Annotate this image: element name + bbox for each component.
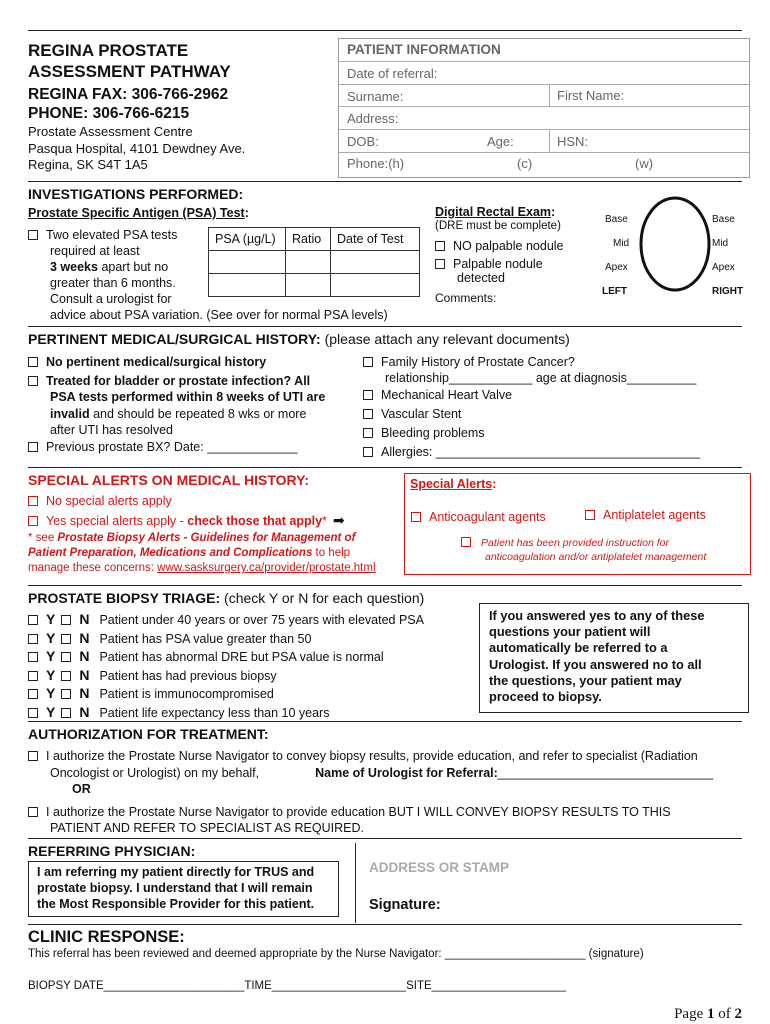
triage-row bbox=[28, 685, 424, 704]
rule-alerts bbox=[28, 467, 742, 468]
history-title-text: PERTINENT MEDICAL/SURGICAL HISTORY: bbox=[28, 331, 321, 347]
authorization-or: OR bbox=[72, 782, 91, 796]
antiplatelet-checkbox[interactable] bbox=[585, 510, 595, 520]
rule-investigations bbox=[28, 181, 742, 182]
authorize-education-label-2: PATIENT AND REFER TO SPECIALIST AS REQUIRED. bbox=[50, 821, 364, 835]
diagram-apex-right: Apex bbox=[712, 262, 735, 273]
address-line-2: Pasqua Hospital, 4101 Dewdney Ave. bbox=[28, 140, 246, 156]
bleeding-label: Bleeding problems bbox=[381, 426, 485, 440]
dob-field[interactable]: DOB: bbox=[347, 134, 379, 149]
phone-cell-field[interactable]: (c) bbox=[517, 156, 533, 171]
triage-n-checkbox[interactable] bbox=[61, 652, 71, 662]
triage-y-label: Y bbox=[46, 666, 56, 683]
rule-authorization bbox=[28, 721, 742, 722]
triage-box-line-3: automatically be referred to a bbox=[489, 640, 668, 656]
triage-box-line-1: If you answered yes to any of these bbox=[489, 608, 705, 623]
page-current: 1 bbox=[707, 1006, 715, 1022]
referring-statement-box bbox=[28, 861, 339, 917]
triage-n-checkbox[interactable] bbox=[61, 634, 71, 644]
triage-row bbox=[28, 648, 424, 667]
authorize-navigator-label-2: Oncologist or Urologist) on my behalf, bbox=[50, 765, 260, 780]
palpable-nodule-label-2: detected bbox=[457, 271, 505, 285]
heart-valve-checkbox[interactable] bbox=[363, 390, 373, 400]
diagram-base-left: Base bbox=[605, 214, 628, 225]
triage-n-checkbox[interactable] bbox=[61, 671, 71, 681]
yes-alerts-star: * bbox=[322, 514, 327, 528]
psa-title-text: Prostate Specific Antigen (PSA) Test bbox=[28, 206, 245, 220]
yes-alerts-bold: check those that apply bbox=[187, 514, 323, 528]
history-title-note: (please attach any relevant documents) bbox=[320, 331, 570, 347]
no-alerts-label: No special alerts apply bbox=[46, 494, 172, 508]
alerts-guidelines-2: Patient Preparation, Medications and Complications bbox=[28, 547, 313, 559]
clinic-review-line[interactable]: This referral has been reviewed and deemed appropriate by the Nurse Navigator: ______________________ (signature) bbox=[28, 948, 644, 960]
triage-y-checkbox[interactable] bbox=[28, 708, 38, 718]
urologist-name-field[interactable]: _______________________________ bbox=[497, 765, 714, 780]
dre-note: (DRE must be complete) bbox=[435, 220, 561, 232]
alerts-note-star: * see bbox=[28, 532, 58, 544]
psa-col-ratio: Ratio bbox=[286, 228, 331, 251]
diagram-mid-left: Mid bbox=[613, 238, 630, 249]
triage-box-line-5: the questions, your patient may bbox=[489, 672, 682, 688]
instruction-label-2: anticoagulation and/or antiplatelet management bbox=[485, 551, 707, 563]
triage-question: Patient life expectancy less than 10 years bbox=[99, 705, 330, 720]
palpable-nodule-checkbox[interactable] bbox=[435, 259, 445, 269]
history-right bbox=[363, 354, 700, 462]
triage-questions bbox=[28, 611, 424, 722]
psa-text-1: Two elevated PSA tests bbox=[46, 228, 178, 242]
special-alerts-box bbox=[404, 473, 751, 575]
rule-referring bbox=[28, 838, 742, 839]
triage-question: Patient has had previous biopsy bbox=[99, 668, 277, 683]
address-field[interactable]: Address: bbox=[347, 111, 399, 126]
triage-info-box bbox=[479, 603, 749, 713]
previous-bx-checkbox[interactable] bbox=[28, 442, 38, 452]
triage-question: Patient is immunocompromised bbox=[99, 687, 274, 701]
address-stamp-area[interactable]: ADDRESS OR STAMP bbox=[369, 860, 510, 875]
triage-y-checkbox[interactable] bbox=[28, 615, 38, 625]
special-alerts-box-title: Special Alerts bbox=[410, 477, 493, 491]
triage-n-label: N bbox=[79, 611, 90, 627]
rule-history bbox=[28, 326, 742, 327]
triage-question: Patient has abnormal DRE but PSA value is normal bbox=[99, 650, 384, 664]
dre-section bbox=[435, 205, 564, 305]
psa-col-date: Date of Test bbox=[331, 228, 420, 251]
triage-n-label: N bbox=[79, 648, 90, 664]
instruction-checkbox[interactable] bbox=[461, 537, 471, 547]
special-alerts-box-colon: : bbox=[492, 477, 497, 491]
dre-title-colon: : bbox=[551, 205, 556, 219]
bleeding-checkbox[interactable] bbox=[363, 428, 373, 438]
yes-alerts-checkbox[interactable] bbox=[28, 516, 38, 526]
heart-valve-label: Mechanical Heart Valve bbox=[381, 388, 513, 402]
alerts-note bbox=[28, 531, 376, 576]
first-name-field[interactable]: First Name: bbox=[557, 88, 625, 103]
rule-triage bbox=[28, 585, 742, 586]
triage-box-line-6: proceed to biopsy. bbox=[489, 689, 602, 705]
referring-line-2: prostate biopsy. I understand that I will remain bbox=[37, 881, 313, 896]
authorize-navigator-checkbox[interactable] bbox=[28, 751, 38, 761]
psa-text-6: advice about PSA variation. (See over for normal PSA levels) bbox=[50, 308, 388, 322]
anticoagulant-checkbox[interactable] bbox=[411, 512, 421, 522]
fax-number: REGINA FAX: 306-766-2962 bbox=[28, 86, 229, 103]
triage-y-label: Y bbox=[46, 685, 56, 701]
history-left bbox=[28, 354, 325, 455]
triage-n-label: N bbox=[79, 703, 90, 720]
yes-alerts-label: Yes special alerts apply - bbox=[46, 514, 188, 528]
date-of-referral-field[interactable]: Date of referral: bbox=[347, 66, 438, 81]
triage-row bbox=[28, 611, 424, 630]
signature-field[interactable]: Signature: bbox=[369, 897, 441, 913]
dre-title: Digital Rectal Exam bbox=[435, 205, 552, 219]
triage-title bbox=[28, 590, 424, 606]
no-nodule-label: NO palpable nodule bbox=[453, 239, 564, 253]
alerts-note-3: manage these concerns: bbox=[28, 562, 158, 574]
biopsy-date-line[interactable]: BIOPSY DATE______________________TIME_____________________SITE_____________________ bbox=[28, 980, 566, 992]
triage-row bbox=[28, 630, 424, 649]
authorize-education-checkbox[interactable] bbox=[28, 807, 38, 817]
prostate-diagram bbox=[600, 196, 750, 302]
triage-y-label: Y bbox=[46, 648, 56, 664]
triage-y-checkbox[interactable] bbox=[28, 634, 38, 644]
age-field[interactable]: Age: bbox=[487, 134, 514, 149]
triage-y-label: Y bbox=[46, 611, 56, 627]
top-rule bbox=[28, 30, 742, 31]
psa-table bbox=[208, 227, 420, 297]
patient-info-box bbox=[338, 38, 750, 178]
triage-box-line-4: Urologist. If you answered no to all bbox=[489, 656, 702, 672]
referring-line-1: I am referring my patient directly for TRUS and bbox=[37, 865, 315, 879]
psa-title-colon: : bbox=[244, 206, 249, 220]
page-prefix: Page bbox=[674, 1006, 707, 1022]
referring-line-3: the Most Responsible Provider for this patient. bbox=[37, 897, 315, 912]
triage-title-text: PROSTATE BIOPSY TRIAGE: bbox=[28, 590, 221, 606]
alerts-title: SPECIAL ALERTS ON MEDICAL HISTORY: bbox=[28, 472, 310, 488]
triage-n-checkbox[interactable] bbox=[61, 689, 71, 699]
header-address bbox=[28, 124, 245, 174]
address-line-1: Prostate Assessment Centre bbox=[28, 124, 193, 139]
alerts-note-2: to help bbox=[312, 547, 351, 559]
referring-divider bbox=[355, 843, 356, 923]
diagram-right-label: RIGHT bbox=[712, 286, 744, 297]
no-nodule-checkbox[interactable] bbox=[435, 241, 445, 251]
triage-y-checkbox[interactable] bbox=[28, 689, 38, 699]
allergies-checkbox[interactable] bbox=[363, 447, 373, 457]
triage-question: Patient under 40 years or over 75 years with elevated PSA bbox=[99, 613, 424, 627]
psa-title bbox=[28, 206, 249, 220]
triage-y-label: Y bbox=[46, 703, 56, 720]
psa-text-5: Consult a urologist for bbox=[50, 292, 172, 306]
psa-table-row[interactable] bbox=[209, 274, 420, 297]
psa-weeks: 3 weeks bbox=[50, 260, 98, 274]
page-number bbox=[674, 1006, 742, 1023]
infection-checkbox[interactable] bbox=[28, 376, 38, 386]
referring-title: REFERRING PHYSICIAN: bbox=[28, 843, 196, 859]
diagram-apex-left: Apex bbox=[605, 262, 628, 273]
instruction-label-1: Patient has been provided instruction for bbox=[481, 537, 669, 549]
previous-bx-label: Previous prostate BX? Date: _____________ bbox=[46, 439, 298, 454]
triage-box-line-2: questions your patient will bbox=[489, 624, 651, 640]
alerts-options bbox=[28, 492, 345, 531]
infection-label-3: and should be repeated 8 wks or more bbox=[89, 406, 307, 421]
surname-field[interactable]: Surname: bbox=[347, 89, 404, 104]
psa-text-4: greater than 6 months. bbox=[50, 276, 176, 290]
psa-col-value: PSA (µg/L) bbox=[209, 228, 286, 251]
sasksurgery-link[interactable]: www.sasksurgery.ca/provider/prostate.html bbox=[157, 562, 376, 574]
title-line-1: REGINA PROSTATE bbox=[28, 41, 189, 60]
infection-invalid: invalid bbox=[50, 406, 90, 421]
urologist-name-label: Name of Urologist for Referral: bbox=[315, 765, 498, 780]
triage-n-label: N bbox=[79, 666, 90, 683]
triage-n-label: N bbox=[79, 685, 90, 701]
psa-text-2: required at least bbox=[50, 244, 140, 258]
allergies-label[interactable]: Allergies: ______________________________________ bbox=[381, 445, 701, 459]
triage-title-note: (check Y or N for each question) bbox=[220, 590, 425, 606]
phone-home-field[interactable]: Phone:(h) bbox=[347, 156, 405, 171]
triage-y-label: Y bbox=[46, 629, 56, 646]
phone-work-field[interactable]: (w) bbox=[635, 156, 654, 171]
hsn-field[interactable]: HSN: bbox=[557, 134, 589, 149]
family-history-detail[interactable]: relationship____________ age at diagnosis__________ bbox=[385, 371, 697, 385]
infection-label-1: Treated for bladder or prostate infection? All bbox=[46, 373, 311, 388]
authorization-options bbox=[28, 748, 713, 837]
instruction-block bbox=[461, 536, 706, 564]
phone-number: PHONE: 306-766-6215 bbox=[28, 105, 190, 122]
patient-info-title: PATIENT INFORMATION bbox=[347, 42, 501, 57]
history-title bbox=[28, 331, 570, 347]
family-history-checkbox[interactable] bbox=[363, 357, 373, 367]
family-history-label: Family History of Prostate Cancer? bbox=[381, 355, 575, 369]
triage-row bbox=[28, 704, 424, 723]
page-of: of bbox=[714, 1006, 735, 1022]
authorize-education-label-1: I authorize the Prostate Nurse Navigator to provide education BUT I WILL CONVEY BIOPSY RESULTS TO THIS bbox=[46, 804, 671, 819]
anticoagulant-label: Anticoagulant agents bbox=[429, 510, 546, 524]
rule-clinic bbox=[28, 924, 742, 925]
vascular-stent-label: Vascular Stent bbox=[381, 407, 462, 421]
vascular-stent-checkbox[interactable] bbox=[363, 409, 373, 419]
diagram-left-label: LEFT bbox=[602, 286, 627, 297]
diagram-base-right: Base bbox=[712, 214, 735, 225]
psa-text-3: apart but no bbox=[97, 260, 169, 274]
alerts-guidelines-1: Prostate Biopsy Alerts - Guidelines for Management of bbox=[57, 532, 356, 544]
psa-table-header bbox=[209, 228, 420, 251]
address-line-3: Regina, SK S4T 1A5 bbox=[28, 157, 148, 172]
palpable-nodule-label: Palpable nodule bbox=[453, 257, 543, 271]
no-history-label: No pertinent medical/surgical history bbox=[46, 355, 267, 369]
psa-checkbox[interactable] bbox=[28, 230, 38, 240]
investigations-title: INVESTIGATIONS PERFORMED: bbox=[28, 186, 244, 202]
no-alerts-checkbox[interactable] bbox=[28, 496, 38, 506]
triage-question: Patient has PSA value greater than 50 bbox=[99, 631, 312, 646]
triage-row bbox=[28, 667, 424, 686]
authorization-title: AUTHORIZATION FOR TREATMENT: bbox=[28, 726, 269, 742]
title-line-2: ASSESSMENT PATHWAY bbox=[28, 62, 231, 81]
no-history-checkbox[interactable] bbox=[28, 357, 38, 367]
psa-table-row[interactable] bbox=[209, 251, 420, 274]
antiplatelet-label: Antiplatelet agents bbox=[603, 508, 706, 522]
arrow-right-icon: ➡ bbox=[332, 512, 345, 528]
authorize-navigator-label-1: I authorize the Prostate Nurse Navigator to convey biopsy results, provide education, and refer to specialist (Radiation bbox=[46, 749, 698, 763]
page-total: 2 bbox=[734, 1006, 742, 1022]
clinic-title: CLINIC RESPONSE: bbox=[28, 928, 185, 946]
infection-label-2: PSA tests performed within 8 weeks of UTI are bbox=[50, 390, 326, 404]
header-title bbox=[28, 40, 231, 82]
triage-y-checkbox[interactable] bbox=[28, 671, 38, 681]
diagram-mid-right: Mid bbox=[712, 238, 729, 249]
triage-n-checkbox[interactable] bbox=[61, 615, 71, 625]
triage-n-label: N bbox=[79, 629, 90, 646]
dre-comments[interactable]: Comments: bbox=[435, 291, 497, 305]
infection-label-4: after UTI has resolved bbox=[50, 423, 173, 437]
header-contact bbox=[28, 85, 228, 123]
triage-n-checkbox[interactable] bbox=[61, 708, 71, 718]
triage-y-checkbox[interactable] bbox=[28, 652, 38, 662]
